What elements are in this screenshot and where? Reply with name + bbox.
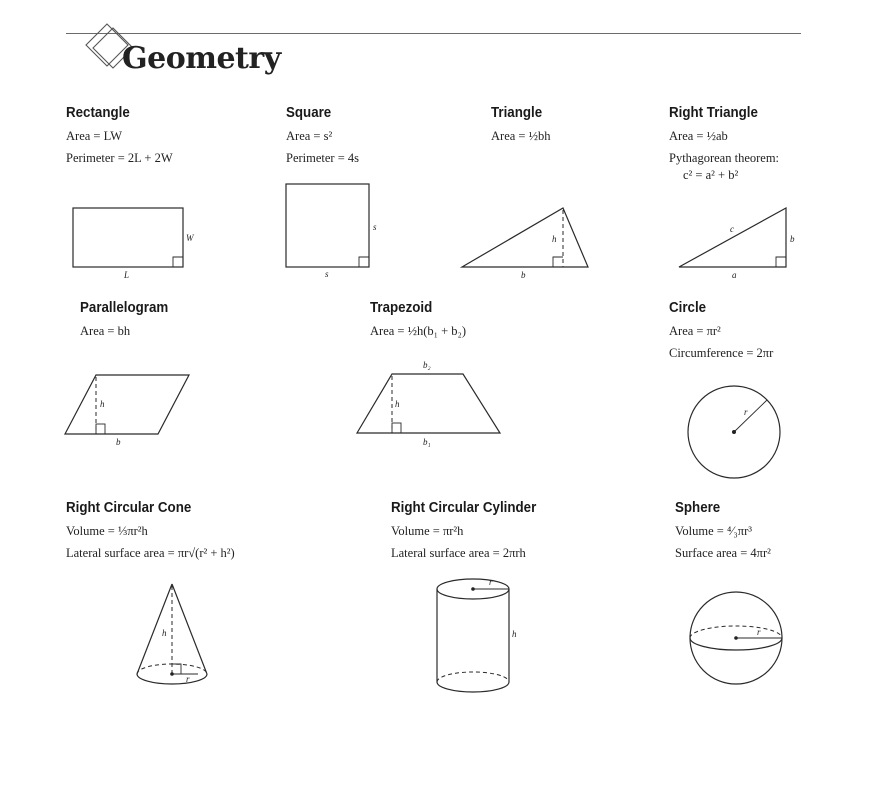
circle-section <box>669 301 773 370</box>
trapezoid-label-h: h <box>395 399 400 409</box>
circle-circumference-formula: Circumference = 2πr <box>669 346 774 360</box>
trapezoid-section <box>370 301 466 347</box>
rectangle-label-l: L <box>124 270 130 280</box>
cylinder-title: Right Circular Cylinder <box>391 500 537 516</box>
sphere-section <box>675 501 771 570</box>
pythagorean-label: Pythagorean theorem: <box>669 151 780 165</box>
cone-volume-formula: Volume = ⅓πr²h <box>66 523 148 538</box>
parallelogram-area-formula: Area = bh <box>80 323 131 338</box>
cone-title: Right Circular Cone <box>66 500 192 516</box>
pythagorean-equation: c² = a² + b² <box>683 167 739 182</box>
sphere-volume-formula: Volume = ⁴⁄₃πr³ <box>675 523 752 538</box>
square-area-formula: Area = s² <box>286 128 333 143</box>
triangle-label-b: b <box>521 270 526 280</box>
right-triangle-title: Right Triangle <box>669 105 758 121</box>
right-triangle-section <box>669 106 779 191</box>
triangle-area-formula: Area = ½bh <box>491 128 551 143</box>
cylinder-section <box>391 501 549 570</box>
circle-diagram <box>680 380 790 485</box>
parallelogram-label-h: h <box>100 399 105 409</box>
rectangle-title: Rectangle <box>66 105 130 121</box>
square-label-bottom: s <box>325 269 329 279</box>
parallelogram-section <box>80 301 176 347</box>
right-triangle-label-c: c <box>730 224 734 234</box>
trapezoid-label-b2: b₂ <box>423 360 431 370</box>
triangle-section <box>491 106 550 152</box>
cylinder-label-r: r <box>489 577 493 587</box>
trapezoid-title: Trapezoid <box>370 300 433 316</box>
rectangle-perimeter-formula: Perimeter = 2L + 2W <box>66 151 173 165</box>
right-triangle-label-a: a <box>732 270 737 280</box>
circle-label-r: r <box>744 407 748 417</box>
trapezoid-area-formula: Area = ½h(b₁ + b₂) <box>370 323 467 338</box>
right-triangle-label-b: b <box>790 234 795 244</box>
cone-label-r: r <box>186 674 190 684</box>
cylinder-lateral-formula: Lateral surface area = 2πrh <box>391 546 526 560</box>
rectangle-diagram <box>60 200 210 285</box>
square-label-side: s <box>373 222 377 232</box>
cone-section <box>66 501 235 570</box>
triangle-diagram <box>455 200 600 285</box>
sphere-label-r: r <box>757 627 761 637</box>
rectangle-area-formula: Area = LW <box>66 128 123 143</box>
square-title: Square <box>286 105 332 121</box>
right-triangle-area-formula: Area = ½ab <box>669 128 728 143</box>
triangle-label-h: h <box>552 234 557 244</box>
cone-label-h: h <box>162 628 167 638</box>
page-title: Geometry <box>122 41 281 76</box>
rectangle-section <box>66 106 173 175</box>
right-triangle-diagram <box>672 200 807 285</box>
cylinder-diagram <box>428 572 528 697</box>
rectangle-label-w: W <box>186 233 194 243</box>
header-rule <box>66 33 801 34</box>
cone-diagram <box>128 578 218 693</box>
circle-title: Circle <box>669 300 707 316</box>
triangle-title: Triangle <box>491 105 543 121</box>
trapezoid-label-b1: b₁ <box>423 437 431 447</box>
square-diagram <box>280 178 390 283</box>
cone-lateral-formula: Lateral surface area = πr√(r² + h²) <box>66 546 235 560</box>
cylinder-label-h: h <box>512 629 517 639</box>
circle-area-formula: Area = πr² <box>669 323 721 338</box>
square-section <box>286 106 359 175</box>
parallelogram-label-b: b <box>116 437 121 447</box>
trapezoid-diagram <box>350 356 510 456</box>
parallelogram-title: Parallelogram <box>80 300 169 316</box>
square-perimeter-formula: Perimeter = 4s <box>286 151 360 165</box>
parallelogram-diagram <box>58 368 198 453</box>
sphere-title: Sphere <box>675 500 721 516</box>
sphere-diagram <box>686 588 791 693</box>
sphere-surface-formula: Surface area = 4πr² <box>675 546 771 560</box>
cylinder-volume-formula: Volume = πr²h <box>391 523 464 538</box>
